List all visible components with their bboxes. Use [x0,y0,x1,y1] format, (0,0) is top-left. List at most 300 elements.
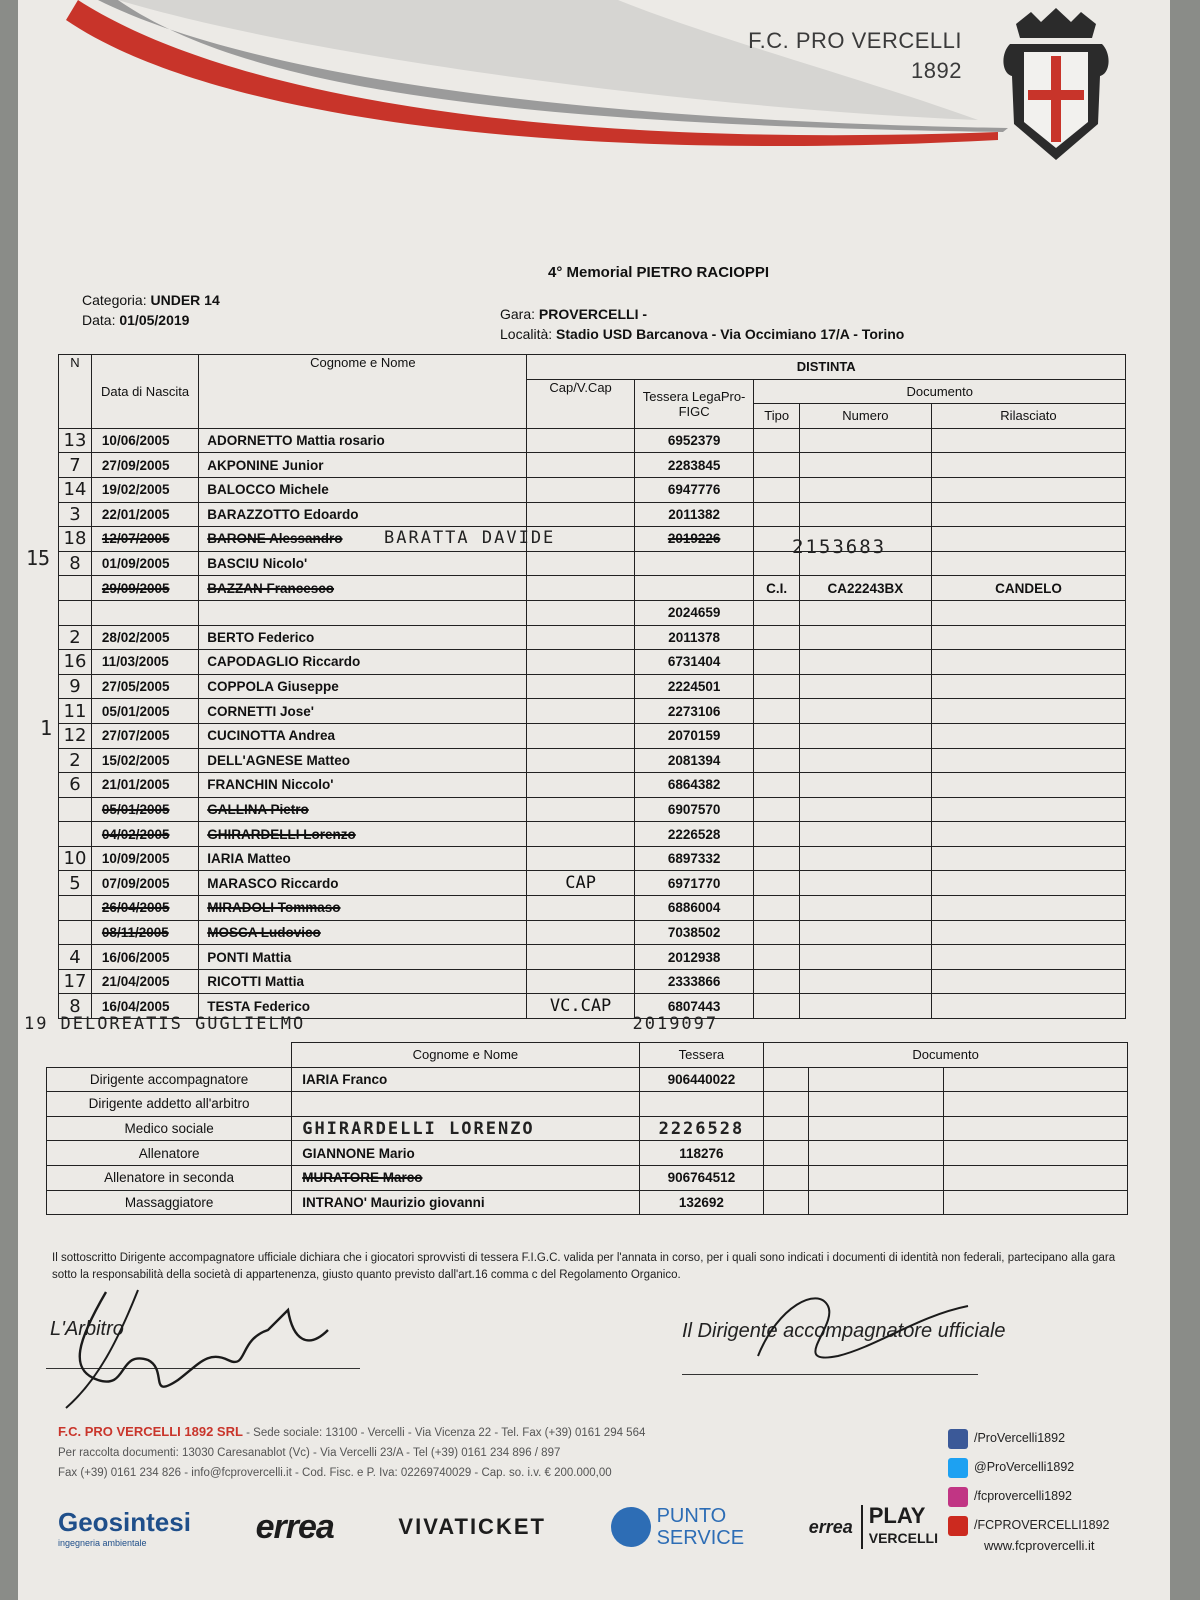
player-name: IARIA Matteo [199,846,527,871]
player-cap [527,723,634,748]
staff-tessera: 906764512 [639,1165,764,1190]
staff-role: Dirigente accompagnatore [47,1067,292,1092]
website-link[interactable]: www.fcprovercelli.it [984,1538,1095,1553]
play-line-2: VERCELLI [868,1530,938,1546]
staff-col-tessera: Tessera [639,1043,764,1068]
player-doc-rilasciato [931,551,1125,576]
staff-name: GIANNONE Mario [292,1141,639,1166]
player-cap [527,773,634,798]
player-name: CAPODAGLIO Riccardo [199,650,527,675]
player-tessera: 6731404 [634,650,754,675]
player-dob: 19/02/2005 [91,477,198,502]
player-cap [527,846,634,871]
handwritten-extra-player [24,1014,824,1034]
staff-tessera: 906440022 [639,1067,764,1092]
staff-doc-tipo [764,1141,809,1166]
staff-role: Dirigente addetto all'arbitro [47,1092,292,1117]
social-youtube[interactable] [948,1511,1109,1540]
geosintesi-logo: Geosintesi [58,1506,191,1537]
col-name: Cognome e Nome [199,355,527,429]
player-dob: 10/06/2005 [91,428,198,453]
categoria-value: UNDER 14 [150,292,220,308]
player-cap [527,896,634,921]
player-cap [527,748,634,773]
margin-note-1: 1 [40,716,53,740]
twitter-icon [948,1458,968,1478]
player-row [59,773,1126,798]
player-cap [527,600,634,625]
event-title: 4° Memorial PIETRO RACIOPPI [548,264,770,281]
staff-role: Allenatore [47,1141,292,1166]
col-dob: Data di Nascita [91,355,198,429]
staff-col-name: Cognome e Nome [292,1043,639,1068]
margin-note-15: 15 [26,546,51,570]
player-doc-numero [799,674,931,699]
player-doc-numero [799,797,931,822]
player-doc-rilasciato [931,871,1125,896]
player-doc-rilasciato [931,969,1125,994]
player-name: GHIRARDELLI Lorenzo [199,822,527,847]
player-doc-rilasciato [931,773,1125,798]
col-numero: Numero [799,404,931,429]
staff-role: Massaggiatore [47,1190,292,1215]
player-dob: 10/09/2005 [91,846,198,871]
player-tessera: 6897332 [634,846,754,871]
player-cap [527,797,634,822]
player-number: 17 [59,969,92,994]
player-doc-tipo [754,650,799,675]
player-row [59,576,1126,601]
player-cap: VC.CAP [527,994,634,1019]
player-row [59,896,1126,921]
player-doc-rilasciato [931,994,1125,1019]
player-dob [91,600,198,625]
player-dob: 27/05/2005 [91,674,198,699]
player-name: BERTO Federico [199,625,527,650]
instagram-handle: /fcprovercelli1892 [974,1489,1072,1503]
player-row [59,477,1126,502]
player-doc-numero: CA22243BX [799,576,931,601]
player-tessera: 6864382 [634,773,754,798]
player-doc-numero [799,969,931,994]
gara-value: PROVERCELLI - [538,306,648,322]
player-doc-tipo [754,502,799,527]
club-year: 1892 [911,58,962,83]
player-name: AKPONINE Junior [199,453,527,478]
staff-tessera: 2226528 [639,1116,764,1141]
player-doc-rilasciato [931,699,1125,724]
player-name: MARASCO Riccardo [199,871,527,896]
staff-doc-numero [809,1190,944,1215]
staff-tessera: 132692 [639,1190,764,1215]
player-doc-rilasciato [931,625,1125,650]
staff-doc-tipo [764,1190,809,1215]
arbitro-signature [58,1280,378,1420]
staff-col-documento: Documento [764,1043,1128,1068]
col-cap: Cap/V.Cap [527,379,634,428]
player-number: 8 [59,994,92,1019]
player-dob: 05/01/2005 [91,699,198,724]
player-doc-numero [799,477,931,502]
player-doc-rilasciato [931,822,1125,847]
staff-doc-tipo [764,1067,809,1092]
col-tessera: Tessera LegaPro-FIGC [634,379,754,428]
player-row [59,920,1126,945]
staff-tessera: 118276 [639,1141,764,1166]
player-doc-numero [799,502,931,527]
handwritten-replacement-tessera: 2153683 [792,536,887,558]
player-number: 3 [59,502,92,527]
player-cap [527,969,634,994]
player-dob: 16/04/2005 [91,994,198,1019]
localita-value: Stadio USD Barcanova - Via Occimiano 17/A - Torino [556,326,905,342]
player-doc-numero [799,748,931,773]
player-tessera: 2012938 [634,945,754,970]
col-documento: Documento [754,379,1126,404]
player-doc-rilasciato: CANDELO [931,576,1125,601]
player-name: ADORNETTO Mattia rosario [199,428,527,453]
declaration-note: Il sottoscritto Dirigente accompagnatore ufficiale dichiara che i giocatori sprovvisti di tessera F.I.G.C. valida per l'annata in corso, per i quali sono indicati i documenti di identità non federali, partecipano alla gara sotto la responsabilità della società di appartenenza, giusto quanto previsto dall'art.16 comma c del Regolamento Organico. [52,1252,1116,1281]
staff-role: Medico sociale [47,1116,292,1141]
player-name: FRANCHIN Niccolo' [199,773,527,798]
staff-role: Allenatore in seconda [47,1165,292,1190]
player-doc-numero [799,871,931,896]
player-row [59,502,1126,527]
players-table [58,354,1126,1019]
player-cap [527,502,634,527]
footer-line-2: Per raccolta documenti: 13030 Caresanablot (Vc) - Via Vercelli 23/A - Tel (+39) 0161 234 896 / 897 [58,1447,561,1459]
player-tessera: 6907570 [634,797,754,822]
player-doc-numero [799,428,931,453]
player-doc-tipo [754,723,799,748]
player-cap [527,453,634,478]
player-row [59,674,1126,699]
player-tessera: 2024659 [634,600,754,625]
player-doc-tipo [754,846,799,871]
player-cap [527,551,634,576]
categoria-label: Categoria: [82,292,147,308]
player-number: 18 [59,527,92,552]
player-dob: 01/09/2005 [91,551,198,576]
player-doc-numero [799,846,931,871]
player-dob: 08/11/2005 [91,920,198,945]
player-doc-tipo [754,773,799,798]
player-name: RICOTTI Mattia [199,969,527,994]
player-number: 6 [59,773,92,798]
player-name: BARONE Alessandro [199,527,527,552]
player-dob: 29/09/2005 [91,576,198,601]
social-links [948,1424,1109,1540]
distinta-caption: DISTINTA [527,355,1126,380]
player-doc-rilasciato [931,502,1125,527]
player-name: DELL'AGNESE Matteo [199,748,527,773]
player-doc-tipo [754,969,799,994]
player-name [199,600,527,625]
sponsor-punto-service [611,1505,744,1549]
play-line-1: PLAY [868,1503,926,1528]
player-tessera: 2283845 [634,453,754,478]
sponsor-geosintesi [58,1507,191,1548]
player-doc-tipo [754,428,799,453]
player-cap [527,699,634,724]
player-row [59,699,1126,724]
player-tessera: 2081394 [634,748,754,773]
player-doc-rilasciato [931,945,1125,970]
col-rilasciato: Rilasciato [931,404,1125,429]
player-row [59,650,1126,675]
col-tipo: Tipo [754,404,799,429]
staff-name: IARIA Franco [292,1067,639,1092]
player-tessera: 2273106 [634,699,754,724]
staff-row [47,1092,1128,1117]
player-dob: 28/02/2005 [91,625,198,650]
player-rows [59,428,1126,1018]
gara-label: Gara: [500,306,536,322]
player-doc-numero [799,896,931,921]
player-doc-tipo [754,920,799,945]
twitter-handle: @ProVercelli1892 [974,1460,1075,1474]
player-number: 14 [59,477,92,502]
punto-service-globe-icon [611,1507,651,1547]
extra-player-number: 19 [24,1014,49,1034]
player-tessera: 2070159 [634,723,754,748]
player-name: BAZZAN Francesco [199,576,527,601]
player-name: COPPOLA Giuseppe [199,674,527,699]
player-row [59,846,1126,871]
staff-doc-numero [809,1165,944,1190]
player-doc-rilasciato [931,723,1125,748]
player-doc-numero [799,699,931,724]
player-dob: 15/02/2005 [91,748,198,773]
footer-line-1: - Sede sociale: 13100 - Vercelli - Via Vicenza 22 - Tel. Fax (+39) 0161 294 564 [242,1427,646,1439]
extra-player-name: DELOREATIS GUGLIELMO [60,1014,306,1034]
player-tessera [634,551,754,576]
player-number [59,822,92,847]
player-tessera: 6952379 [634,428,754,453]
player-dob: 16/06/2005 [91,945,198,970]
player-doc-rilasciato [931,477,1125,502]
player-doc-numero [799,625,931,650]
player-doc-tipo: C.I. [754,576,799,601]
social-instagram[interactable] [948,1482,1109,1511]
player-tessera: 6886004 [634,896,754,921]
player-number: 13 [59,428,92,453]
player-row [59,748,1126,773]
player-row [59,453,1126,478]
player-tessera: 7038502 [634,920,754,945]
player-row [59,527,1126,552]
staff-doc-rilasciato [944,1092,1128,1117]
facebook-icon [948,1429,968,1449]
player-dob: 21/04/2005 [91,969,198,994]
player-doc-tipo [754,748,799,773]
player-number: 12 [59,723,92,748]
player-name: BALOCCO Michele [199,477,527,502]
youtube-icon [948,1516,968,1536]
social-facebook[interactable] [948,1424,1109,1453]
staff-doc-rilasciato [944,1116,1128,1141]
player-cap [527,428,634,453]
player-doc-tipo [754,699,799,724]
data-value: 01/05/2019 [119,312,190,328]
col-n: N [59,355,92,429]
extra-player-tessera: 2019097 [632,1014,719,1034]
player-cap [527,576,634,601]
player-doc-rilasciato [931,748,1125,773]
player-doc-numero [799,650,931,675]
localita-label: Località: [500,326,553,342]
player-number: 5 [59,871,92,896]
player-cap [527,650,634,675]
staff-name: GHIRARDELLI LORENZO [292,1116,639,1141]
player-row [59,871,1126,896]
player-doc-tipo [754,453,799,478]
staff-doc-rilasciato [944,1141,1128,1166]
player-doc-rilasciato [931,896,1125,921]
player-name: PONTI Mattia [199,945,527,970]
player-cap [527,625,634,650]
player-tessera: 6971770 [634,871,754,896]
staff-name: INTRANO' Maurizio giovanni [292,1190,639,1215]
staff-name [292,1092,639,1117]
player-doc-rilasciato [931,650,1125,675]
player-tessera: 2011382 [634,502,754,527]
player-doc-rilasciato [931,600,1125,625]
staff-row [47,1116,1128,1141]
player-row [59,723,1126,748]
player-number: 2 [59,625,92,650]
handwritten-replacement-name: BARATTA DAVIDE [384,528,556,548]
player-row [59,600,1126,625]
player-row [59,625,1126,650]
player-number [59,797,92,822]
categoria-block [82,290,220,330]
player-dob: 05/01/2005 [91,797,198,822]
punto-service-line-1: PUNTO [656,1505,727,1527]
player-tessera [634,576,754,601]
player-name: BASCIU Nicolo' [199,551,527,576]
sponsor-play-vercelli [809,1505,938,1549]
player-number [59,920,92,945]
player-tessera: 2333866 [634,969,754,994]
staff-doc-numero [809,1116,944,1141]
player-number [59,600,92,625]
player-row [59,428,1126,453]
player-doc-numero [799,920,931,945]
punto-service-line-2: SERVICE [656,1527,745,1549]
player-dob: 27/07/2005 [91,723,198,748]
player-doc-numero [799,773,931,798]
youtube-handle: /FCPROVERCELLI1892 [974,1518,1110,1532]
staff-col-role [47,1043,292,1068]
player-number: 8 [59,551,92,576]
player-row [59,551,1126,576]
player-row [59,969,1126,994]
player-number: 16 [59,650,92,675]
facebook-handle: /ProVercelli1892 [974,1431,1066,1445]
arbitro-label: L'Arbitro [50,1318,124,1340]
player-doc-rilasciato [931,920,1125,945]
instagram-icon [948,1487,968,1507]
company-footer [58,1422,818,1483]
staff-table [46,1042,1128,1215]
player-name: GALLINA Pietro [199,797,527,822]
social-twitter[interactable] [948,1453,1109,1482]
player-row [59,945,1126,970]
player-cap [527,920,634,945]
player-doc-numero [799,822,931,847]
player-number: 7 [59,453,92,478]
player-doc-rilasciato [931,846,1125,871]
player-number: 10 [59,846,92,871]
play-errea-logo: errea [808,1516,853,1537]
player-tessera: 2019226 [634,527,754,552]
player-doc-rilasciato [931,453,1125,478]
player-doc-numero [799,945,931,970]
player-doc-rilasciato [931,527,1125,552]
player-number: 4 [59,945,92,970]
staff-doc-tipo [764,1116,809,1141]
data-label: Data: [82,312,116,328]
player-cap [527,822,634,847]
player-row [59,797,1126,822]
player-doc-tipo [754,945,799,970]
player-doc-tipo [754,625,799,650]
staff-row [47,1067,1128,1092]
player-doc-tipo [754,600,799,625]
player-name: TESTA Federico [199,994,527,1019]
player-tessera: 2011378 [634,625,754,650]
player-number [59,576,92,601]
dirigente-label: Il Dirigente accompagnatore ufficiale [682,1320,1006,1342]
match-sheet-paper [18,0,1170,1600]
player-doc-tipo [754,896,799,921]
club-name: F.C. PRO VERCELLI [748,28,962,53]
player-cap [527,674,634,699]
player-name: MOSCA Ludovico [199,920,527,945]
player-doc-tipo [754,797,799,822]
staff-row [47,1190,1128,1215]
sponsor-vivaticket: VIVATICKET [398,1514,546,1539]
sponsor-errea: errea [255,1507,334,1546]
staff-row [47,1165,1128,1190]
player-dob: 22/01/2005 [91,502,198,527]
player-dob: 27/09/2005 [91,453,198,478]
staff-doc-rilasciato [944,1165,1128,1190]
player-doc-numero [799,600,931,625]
footer-line-3: Fax (+39) 0161 234 826 - info@fcprovercelli.it - Cod. Fisc. e P. Iva: 02269740029 - Cap. so. i.v. € 200.000,00 [58,1467,612,1479]
gara-block [500,304,904,344]
player-tessera: 6947776 [634,477,754,502]
company-name: F.C. PRO VERCELLI 1892 SRL [58,1424,243,1439]
staff-rows [47,1067,1128,1215]
player-row [59,822,1126,847]
player-dob: 07/09/2005 [91,871,198,896]
player-cap: CAP [527,871,634,896]
player-number: 2 [59,748,92,773]
player-number [59,896,92,921]
player-doc-tipo [754,871,799,896]
player-dob: 12/07/2005 [91,527,198,552]
player-number: 9 [59,674,92,699]
player-tessera: 6807443 [634,994,754,1019]
player-cap [527,477,634,502]
player-doc-numero [799,453,931,478]
geosintesi-tagline: ingegneria ambientale [58,1537,147,1548]
player-doc-rilasciato [931,797,1125,822]
player-dob: 04/02/2005 [91,822,198,847]
player-name: CUCINOTTA Andrea [199,723,527,748]
